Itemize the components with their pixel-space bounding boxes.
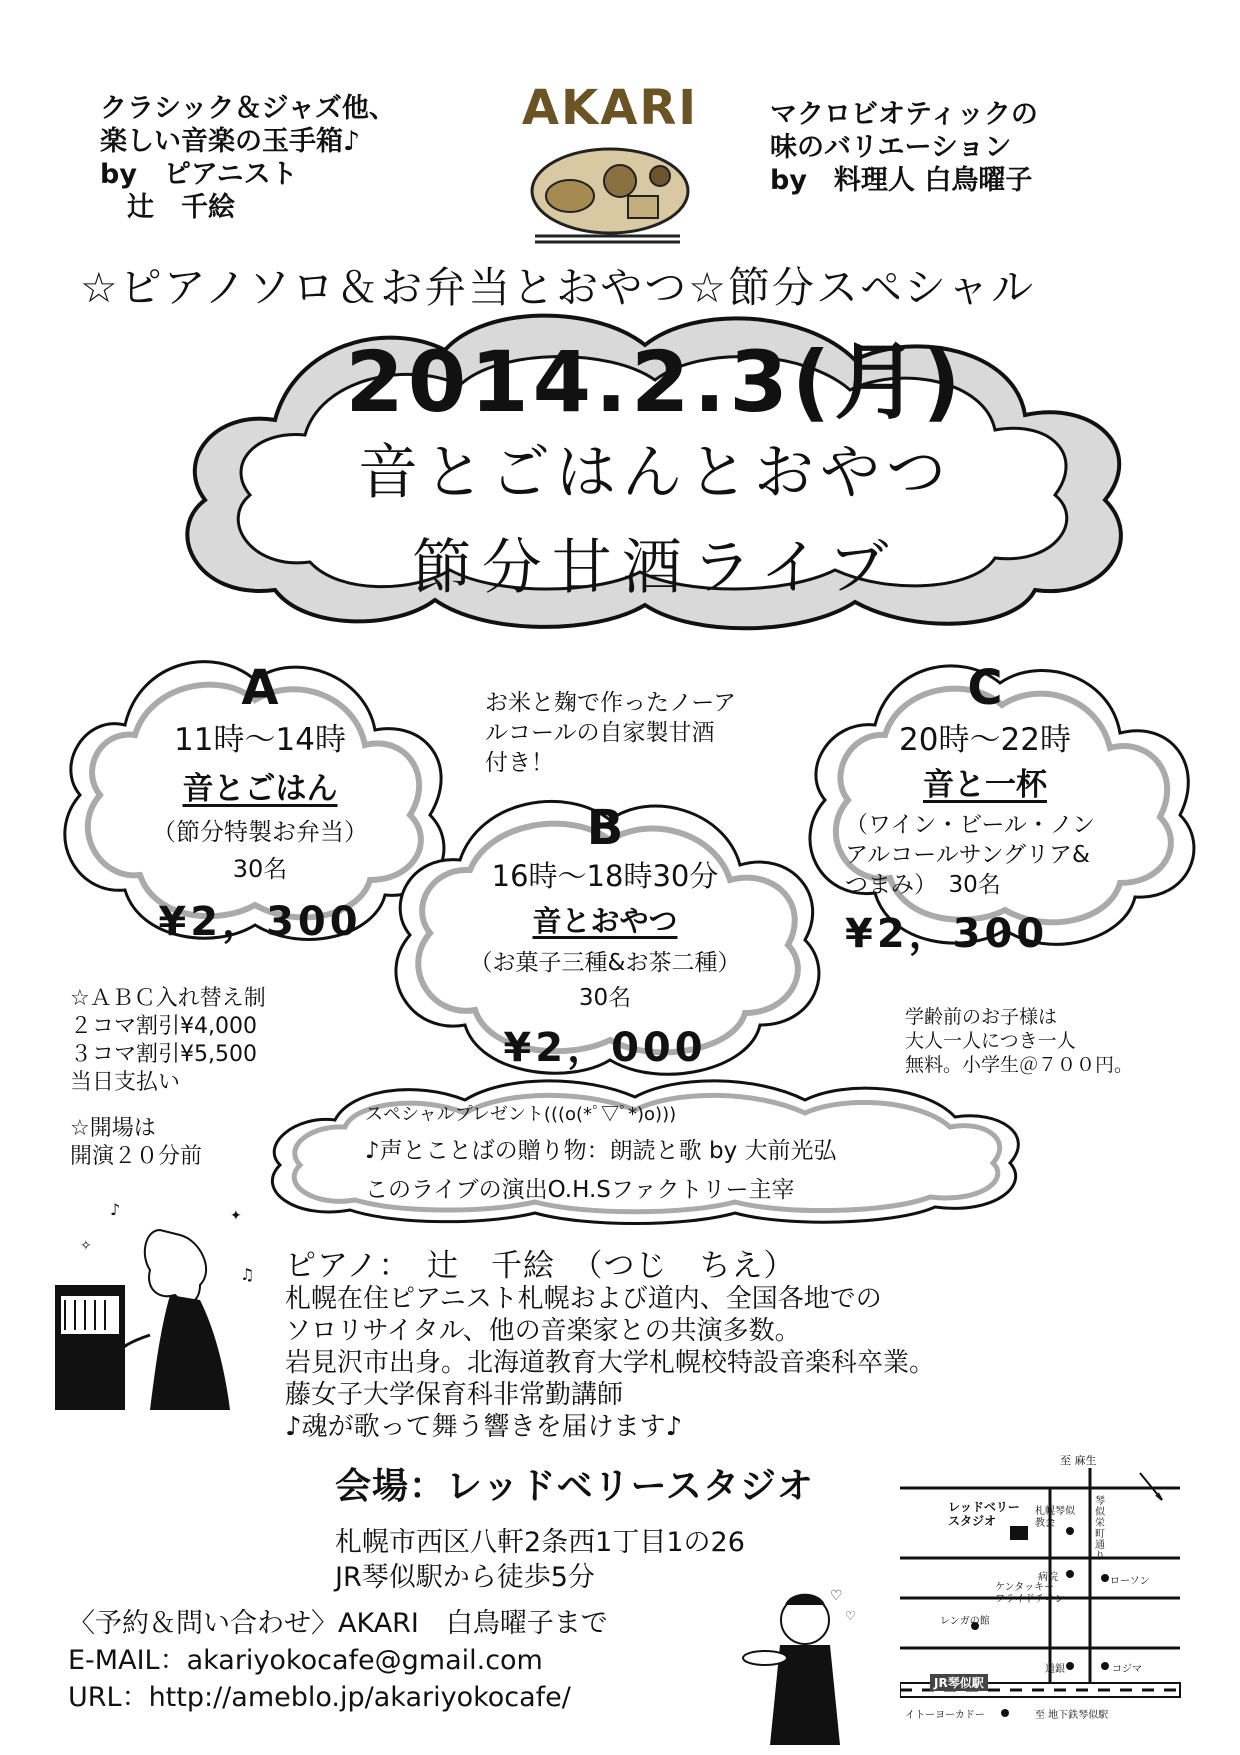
contact-reservation: 〈予約＆問い合わせ〉AKARI 白鳥曜子まで <box>68 1608 608 1639</box>
svg-text:♡: ♡ <box>830 1588 843 1604</box>
venue-title: 会場：レッドベリースタジオ <box>335 1466 814 1507</box>
map-label-subway: 至 地下鉄琴似駅 <box>1035 1710 1109 1721</box>
title-line-1: 音とごはんとおやつ <box>358 438 952 508</box>
venue-access: JR琴似駅から徒歩5分 <box>335 1562 595 1593</box>
svg-text:♡: ♡ <box>845 1609 856 1623</box>
map-label-church: 札幌琴似 教会 <box>1035 1506 1075 1529</box>
left-tagline: クラシック＆ジャズ他、 楽しい音楽の玉手箱♪ by ピアニスト 辻 千絵 <box>100 93 396 223</box>
amazake-note: お米と麹で作ったノーア ルコールの自家製甘酒 付き！ <box>485 690 737 776</box>
map-label-kfc: ケンタッキー フライドチキン <box>995 1582 1065 1605</box>
map-label-hospital: 病院 <box>1038 1572 1058 1583</box>
session-b-letter: B <box>586 800 624 856</box>
map-label-lawson: ローソン <box>1110 1576 1150 1587</box>
discount-note: ☆ＡＢＣ入れ替え制 ２コマ割引¥4,000 ３コマ割引¥5,500 当日支払い <box>70 986 266 1095</box>
session-a-capacity: 30名 <box>232 855 288 883</box>
doors-note: ☆開場は 開演２０分前 <box>70 1116 203 1169</box>
session-b-price: ¥2，000 <box>503 1025 707 1071</box>
session-b-time: 16時〜18時30分 <box>491 859 719 893</box>
title-line-2: 節分甘酒ライブ <box>411 533 899 603</box>
svg-text:♪: ♪ <box>110 1200 121 1219</box>
map-label-street: 琴似栄町通り <box>1095 1496 1105 1562</box>
access-map <box>900 1448 1195 1738</box>
session-c <box>845 660 1165 959</box>
food-tray-icon <box>510 136 710 246</box>
map-label-bank: 道銀 <box>1045 1664 1065 1675</box>
session-c-detail: （ワイン・ビール・ノン アルコールサングリア& つまみ） 30名 <box>845 812 1096 898</box>
pianist-illustration <box>50 1190 275 1415</box>
svg-text:✧: ✧ <box>80 1238 92 1254</box>
session-c-time: 20時〜22時 <box>899 722 1071 758</box>
akari-logo-text: AKARI <box>521 80 699 136</box>
present-line-2: このライブの演出O.H.Sファクトリー主宰 <box>365 1177 795 1203</box>
present-line-1: ♪声とことばの贈り物：朗読と歌 by 大前光弘 <box>365 1138 837 1164</box>
venue-address: 札幌市西区八軒2条西1丁目1の26 <box>335 1527 745 1558</box>
map-label-station: JR琴似駅 <box>930 1674 988 1691</box>
session-a-detail: （節分特製お弁当） <box>152 818 368 846</box>
session-a-price: ¥2，300 <box>158 899 362 945</box>
right-tagline: マクロビオティックの 味のバリエーション by 料理人 白鳥曜子 <box>770 99 1038 196</box>
session-c-letter: C <box>967 660 1003 716</box>
svg-text:♫: ♫ <box>240 1265 255 1284</box>
contact-email-link[interactable]: E-MAIL：akariyokocafe@gmail.com <box>68 1645 543 1676</box>
session-b-detail: （お菓子三種&お茶二種） <box>469 950 741 976</box>
map-label-itoyokado: イトーヨーカドー <box>905 1710 985 1721</box>
map-label-top: 至 麻生 <box>1060 1454 1097 1467</box>
present-block <box>365 1100 985 1204</box>
session-a-time: 11時〜14時 <box>174 722 346 758</box>
chef-illustration <box>740 1580 870 1750</box>
map-label-renga: レンガの館 <box>940 1616 990 1627</box>
svg-text:✦: ✦ <box>230 1208 242 1224</box>
event-date: 2014.2.3(月) <box>345 333 965 431</box>
event-subtitle: ☆ピアノソロ＆お弁当とおやつ☆節分スペシャル <box>80 263 1036 312</box>
session-a-name: 音とごはん <box>182 771 338 807</box>
session-a-letter: A <box>241 660 279 716</box>
present-header: スペシャルプレゼント(((o(*ﾟ▽ﾟ*)o))) <box>365 1104 677 1125</box>
pianist-bio: 札幌在住ピアニスト札幌および道内、全国各地での ソロリサイタル、他の音楽家との共演多数。 岩見沢市出身。北海道教育大学札幌校特設音楽科卒業。 藤女子大学保育科非常勤講師 ♪魂が歌って舞う響きを届けます♪ <box>285 1284 936 1442</box>
contact-url-link[interactable]: URL：http://ameblo.jp/akariyokocafe/ <box>68 1682 571 1713</box>
session-b-capacity: 30名 <box>578 985 632 1011</box>
akari-logo <box>510 80 710 250</box>
session-b <box>420 800 790 1073</box>
pianist-title: ピアノ： 辻 千絵 （つじ ちえ） <box>285 1248 796 1284</box>
map-label-kojima: コジマ <box>1112 1664 1142 1675</box>
session-c-name: 音と一杯 <box>923 767 1047 803</box>
session-b-name: 音とおやつ <box>532 904 678 938</box>
session-c-price: ¥2，300 <box>845 911 1049 957</box>
kids-note: 学齢前のお子様は 大人一人につき一人 無料。小学生＠７００円。 <box>905 1006 1134 1076</box>
map-label-studio: レッドベリー スタジオ <box>948 1500 1020 1528</box>
